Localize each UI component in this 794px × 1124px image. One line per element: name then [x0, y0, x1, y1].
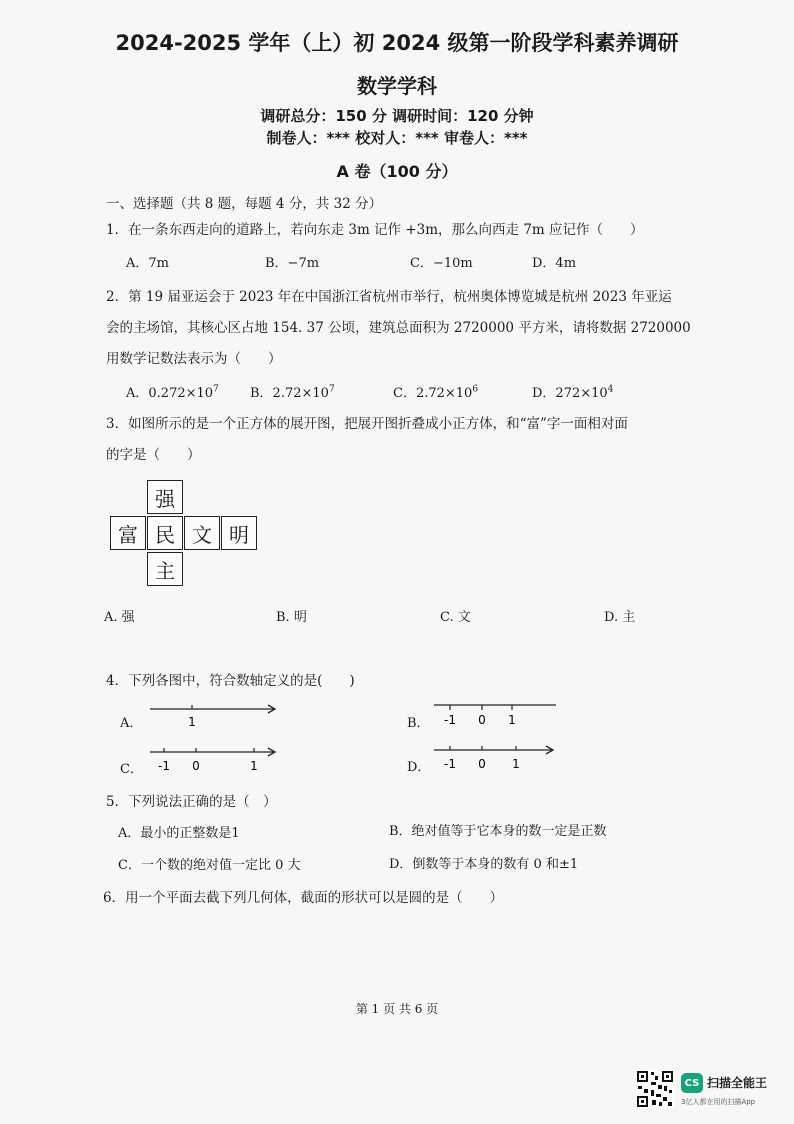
- q2-option-b: B．$2.72\times 10^7$: [250, 384, 335, 401]
- q1-stem: 1．在一条东西走向的道路上，若向东走 3m 记作 +3m，那么向西走 7m 应记作（ ）: [106, 222, 644, 238]
- scanner-app-name: 扫描全能王: [707, 1076, 768, 1090]
- number-line-d: [432, 741, 562, 775]
- q5-option-a: A．最小的正整数是1: [118, 826, 240, 841]
- tick-label: -1: [444, 757, 456, 771]
- tick-label: 1: [512, 757, 520, 771]
- tick-label: 1: [188, 715, 196, 729]
- tick-label: 1: [508, 713, 516, 727]
- q2-option-a: A．$0.272\times 10^7$: [126, 384, 219, 401]
- q5-option-d: D．倒数等于本身的数有 0 和±1: [389, 857, 579, 872]
- q3-option-b: B. 明: [276, 610, 307, 625]
- q5-option-b: B．绝对值等于它本身的数一定是正数: [389, 824, 607, 839]
- scanner-tagline: 3亿人都在用的扫描App: [681, 1098, 756, 1106]
- q1-option-c: C．−10m: [410, 256, 473, 271]
- tick-label: 0: [478, 713, 486, 727]
- q4-label-d: D．: [407, 760, 431, 775]
- number-line-a: [148, 700, 283, 734]
- q5-stem: 5．下列说法正确的是（ ）: [106, 794, 277, 810]
- tick-label: 1: [250, 759, 258, 773]
- q2-option-d: D．$272\times 10^4$: [532, 384, 614, 401]
- q5-option-c: C．一个数的绝对值一定比 0 大: [118, 858, 301, 873]
- q2-line2: 会的主场馆，其核心区占地 154. 37 公顷，建筑总面积为 2720000 平方米，请将数据 2720000: [106, 320, 691, 336]
- subject-title: 数学学科: [357, 74, 437, 98]
- section-title: A 卷（100 分）: [336, 162, 458, 181]
- q2-line1: 2．第 19 届亚运会于 2023 年在中国浙江省杭州市举行，杭州奥体博览城是杭州 2023 年亚运: [106, 289, 672, 305]
- exam-info-line2: 制卷人：*** 校对人：*** 审卷人：***: [266, 129, 528, 147]
- net-cell-wen: 文: [184, 516, 220, 550]
- q4-label-b: B．: [407, 716, 430, 731]
- q3-option-d: D. 主: [604, 610, 636, 625]
- q1-option-b: B．−7m: [265, 256, 320, 271]
- q6-stem: 6．用一个平面去截下列几何体，截面的形状可以是圆的是（ ）: [103, 890, 504, 906]
- net-cell-bottom: 主: [147, 552, 183, 586]
- number-line-c: [148, 743, 283, 777]
- tick-label: 0: [478, 757, 486, 771]
- tick-label: -1: [158, 759, 170, 773]
- net-cell-top: 强: [147, 480, 183, 514]
- q3-line2: 的字是（ ）: [106, 447, 201, 463]
- q4-label-a: A．: [120, 716, 143, 731]
- net-cell-fu: 富: [110, 516, 146, 550]
- q3-option-c: C. 文: [440, 610, 471, 625]
- q3-option-a: A. 强: [104, 610, 135, 625]
- exam-info-line1: 调研总分：150 分 调研时间：120 分钟: [260, 107, 534, 125]
- part1-heading: 一、选择题（共 8 题，每题 4 分，共 32 分）: [106, 196, 383, 212]
- number-line-b: [432, 700, 562, 734]
- page-number: 第 1 页 共 6 页: [355, 1002, 439, 1016]
- tick-label: 0: [192, 759, 200, 773]
- q4-label-c: C．: [120, 762, 143, 777]
- q1-option-d: D．4m: [532, 256, 577, 271]
- exam-title: 2024-2025 学年（上）初 2024 级第一阶段学科素养调研: [115, 31, 679, 55]
- net-cell-min: 民: [147, 516, 183, 550]
- tick-label: -1: [444, 713, 456, 727]
- camscanner-logo-icon: CS: [681, 1073, 703, 1093]
- q2-line3: 用数学记数法表示为（ ）: [106, 351, 282, 367]
- qr-code-icon: [636, 1070, 674, 1108]
- q3-line1: 3．如图所示的是一个正方体的展开图，把展开图折叠成小正方体，和“富”字一面相对面: [106, 416, 628, 432]
- q4-stem: 4．下列各图中，符合数轴定义的是( ): [106, 673, 355, 689]
- q1-option-a: A．7m: [126, 256, 169, 271]
- q2-option-c: C．$2.72\times 10^6$: [393, 384, 479, 401]
- net-cell-ming: 明: [221, 516, 257, 550]
